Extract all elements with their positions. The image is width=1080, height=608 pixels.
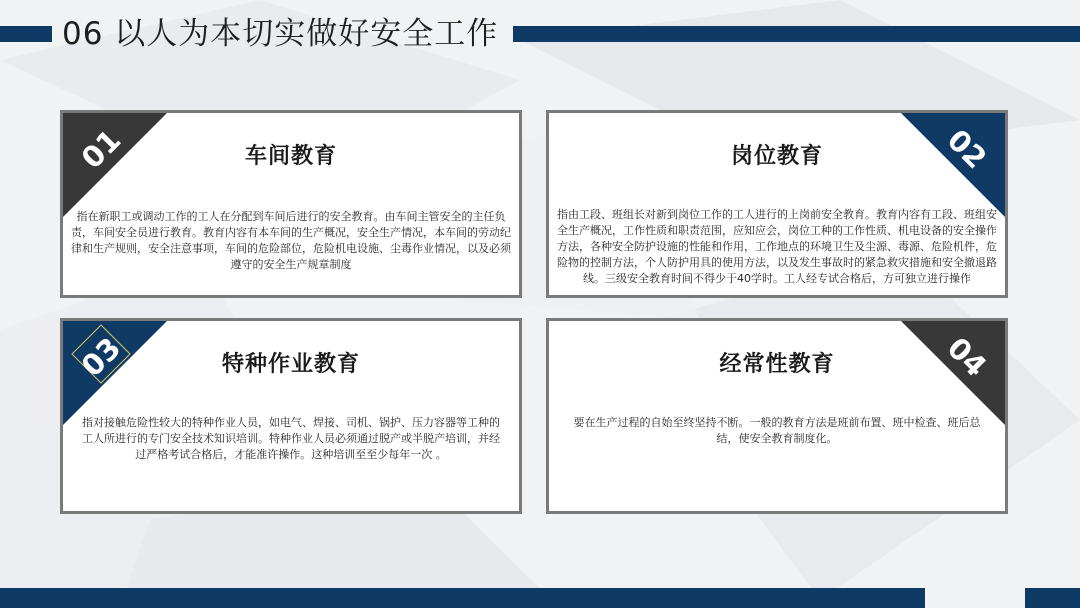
card-number: 04 bbox=[940, 330, 994, 384]
card-heading: 车间教育 bbox=[244, 144, 337, 169]
footer-bar-right bbox=[1025, 588, 1080, 608]
card-body: 指对接触危险性较大的特种作业人员，如电气、焊接、司机、锅护、压力容器等工种的工人所进行的专门安全技术知识培训。特种作业人员必须通过脱产或半脱产培训，并经过严格考试合格后，才能准许操作。这种培训至至少每年一次 。 bbox=[82, 416, 500, 461]
page-title: 06 以人为本切实做好安全工作 bbox=[62, 16, 499, 52]
card-heading: 特种作业教育 bbox=[221, 352, 360, 377]
footer-bar-left bbox=[0, 588, 925, 608]
header-bar-left bbox=[0, 26, 52, 42]
header-bar-right bbox=[513, 26, 1080, 42]
card-regular-education bbox=[546, 318, 1008, 514]
card-body: 要在生产过程的自始至终坚持不断。一般的教育方法是班前布置、班中检查、班后总结，使安全教育制度化。 bbox=[573, 416, 981, 445]
card-special-operation-education bbox=[60, 318, 522, 514]
card-body: 指由工段、班组长对新到岗位工作的工人进行的上岗前安全教育。教育内容有工段、班组安全生产概况，工作性质和职责范围，应知应会，岗位工种的工作性质、机电设备的安全操作方法，各种安全防护设施的性能和作用，工作地点的环境卫生及尘源、毒源、危险机件，危险物的控制方法，个人防护用具的使用方法，以及发生事故时的紧急救灾措施和安全撤退路线。三级安全教育时间不得少于40学时。工人经专试合格后，方可独立进行操作 bbox=[557, 208, 997, 285]
card-heading: 岗位教育 bbox=[730, 144, 823, 169]
card-workshop-education bbox=[60, 110, 522, 298]
card-number: 02 bbox=[940, 122, 994, 176]
card-number: 01 bbox=[74, 122, 128, 176]
card-heading: 经常性教育 bbox=[719, 352, 835, 377]
card-post-education bbox=[546, 110, 1008, 298]
card-number: 03 bbox=[74, 330, 128, 384]
card-body: 指在新职工或调动工作的工人在分配到车间后进行的安全教育。由车间主管安全的主任负责，车间安全员进行教育。教育内容有本车间的生产概况，安全生产情况，本车间的劳动纪律和生产规则，安全注意事项，车间的危险部位，危险机电设施、尘毒作业情况，以及必须遵守的安全生产规章制度 bbox=[71, 210, 511, 271]
